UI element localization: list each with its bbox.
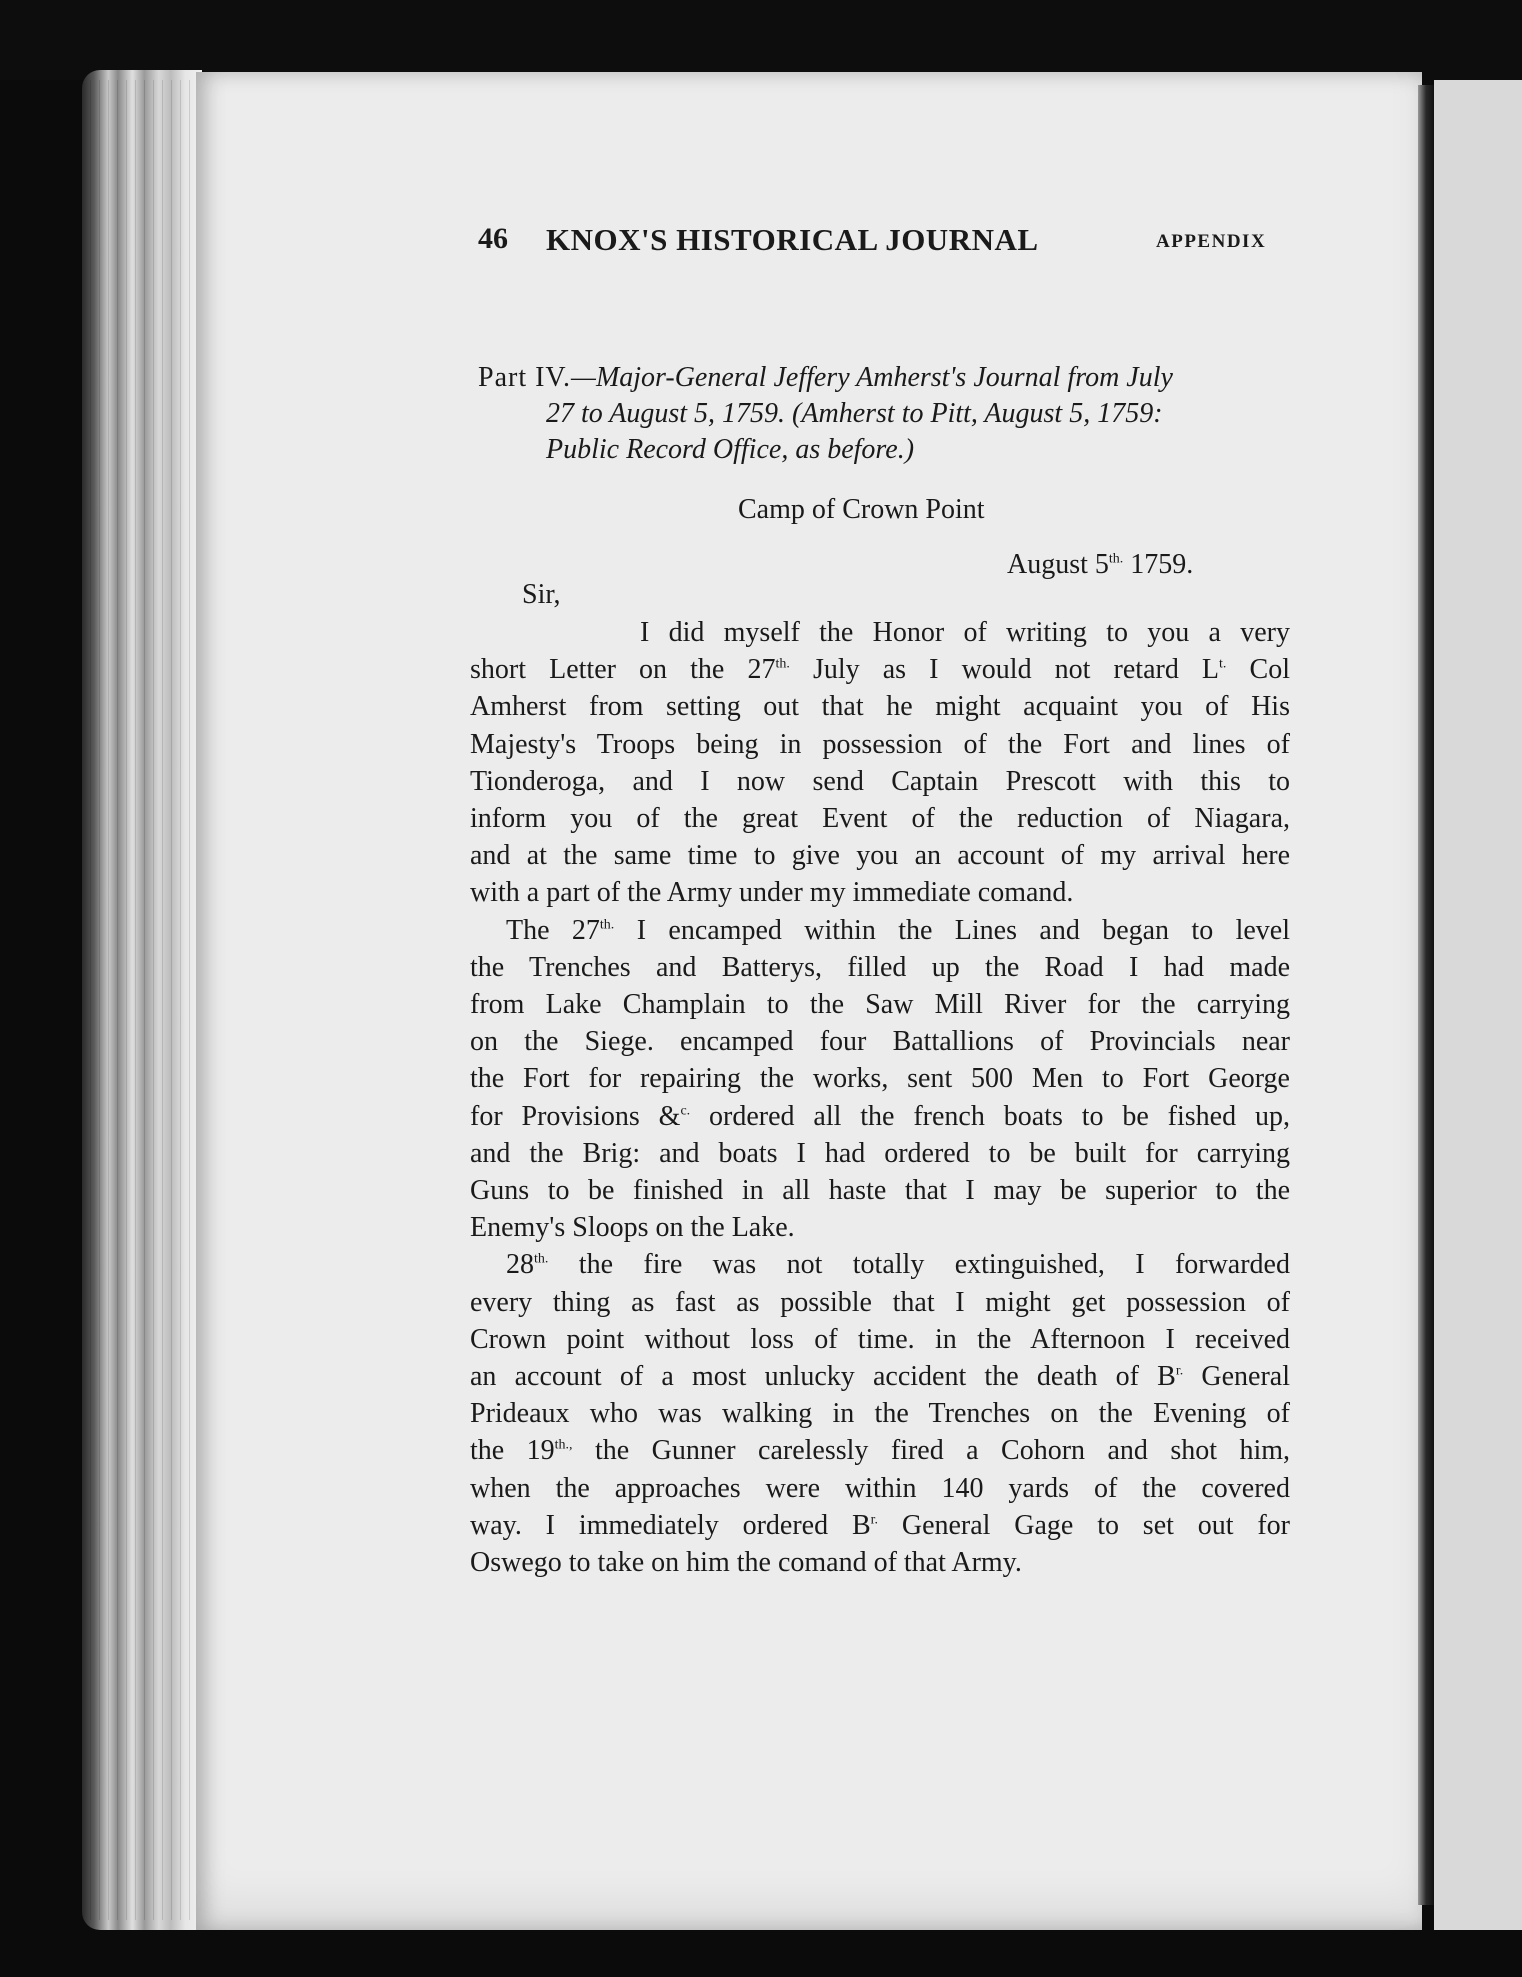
body-line: for Provisions &$^{c.}$ ordered all the french boats to be fished up,: [470, 1100, 1290, 1132]
salutation: Sir,: [522, 579, 561, 610]
running-header: [478, 222, 1298, 266]
body-line: from Lake Champlain to the Saw Mill River for the carrying: [470, 989, 1290, 1021]
body-line: Tionderoga, and I now send Captain Prescott with this to: [470, 765, 1290, 797]
body-line: Oswego to take on him the comand of that Army.: [470, 1547, 1022, 1579]
body-line: Majesty's Troops being in possession of the Fort and lines of: [470, 728, 1290, 760]
binding-page-edges: [90, 80, 200, 1920]
part-heading: [478, 360, 1298, 468]
body-line: Crown point without loss of time. in the Afternoon I received: [470, 1323, 1290, 1355]
page-number: 46: [478, 222, 508, 255]
body-line: $28^{th.}$ the fire was not totally extinguished, I forwarded: [506, 1249, 1290, 1281]
body-line: when the approaches were within 140 yards of the covered: [470, 1472, 1290, 1504]
body-line: an account of a most unlucky accident the death of $B^{r.}$ General: [470, 1361, 1291, 1393]
scan-top-border: [0, 0, 1522, 80]
body-line: I did myself the Honor of writing to you a very: [640, 617, 1290, 648]
facing-page-edge: [1434, 80, 1522, 1930]
body-line: with a part of the Army under my immediate comand.: [470, 877, 1074, 909]
part-heading-line-1: Part IV.—Major-General Jeffery Amherst's Journal from July: [478, 362, 1173, 393]
body-line: short Letter on the $27^{th.}$ July as I would not retard $L^{t.}$ Col: [470, 654, 1290, 686]
body-line: Prideaux who was walking in the Trenches on the Evening of: [470, 1398, 1290, 1430]
body-line: Enemy's Sloops on the Lake.: [470, 1212, 795, 1244]
body-line: and the Brig: and boats I had ordered to be built for carrying: [470, 1137, 1290, 1169]
body-line: Guns to be finished in all haste that I may be superior to the: [470, 1175, 1290, 1207]
body-line: Amherst from setting out that he might acquaint you of His: [470, 691, 1290, 723]
scan-bottom-border: [0, 1930, 1522, 1977]
body-line: and at the same time to give you an account of my arrival here: [470, 840, 1290, 872]
body-line: The $27^{th.}$ I encamped within the Lines and began to level: [506, 914, 1291, 946]
part-heading-line-3: Public Record Office, as before.): [546, 434, 915, 465]
body-line: the Trenches and Batterys, filled up the Road I had made: [470, 951, 1290, 983]
letter-body: [470, 614, 1290, 1581]
part-label: Part IV.: [478, 362, 572, 393]
body-line: the $19^{th.,}$ the Gunner carelessly fired a Cohorn and shot him,: [470, 1435, 1290, 1467]
page-gutter-shadow: [1418, 85, 1434, 1905]
section-label: APPENDIX: [1156, 231, 1267, 252]
body-line: the Fort for repairing the works, sent 500 Men to Fort George: [470, 1063, 1290, 1095]
body-line: inform you of the great Event of the reduction of Niagara,: [470, 803, 1290, 835]
letter-place: Camp of Crown Point: [738, 494, 985, 525]
body-line: on the Siege. encamped four Battallions of Provincials near: [470, 1026, 1290, 1058]
body-line: way. I immediately ordered $B^{r.}$ General Gage to set out for: [470, 1509, 1290, 1541]
letter-date: August $5^{th.}$ 1759.: [1007, 549, 1194, 580]
part-heading-line-2: 27 to August 5, 1759. (Amherst to Pitt, August 5, 1759:: [546, 398, 1163, 429]
running-title: KNOX'S HISTORICAL JOURNAL: [546, 222, 1039, 257]
body-line: every thing as fast as possible that I might get possession of: [470, 1286, 1290, 1318]
